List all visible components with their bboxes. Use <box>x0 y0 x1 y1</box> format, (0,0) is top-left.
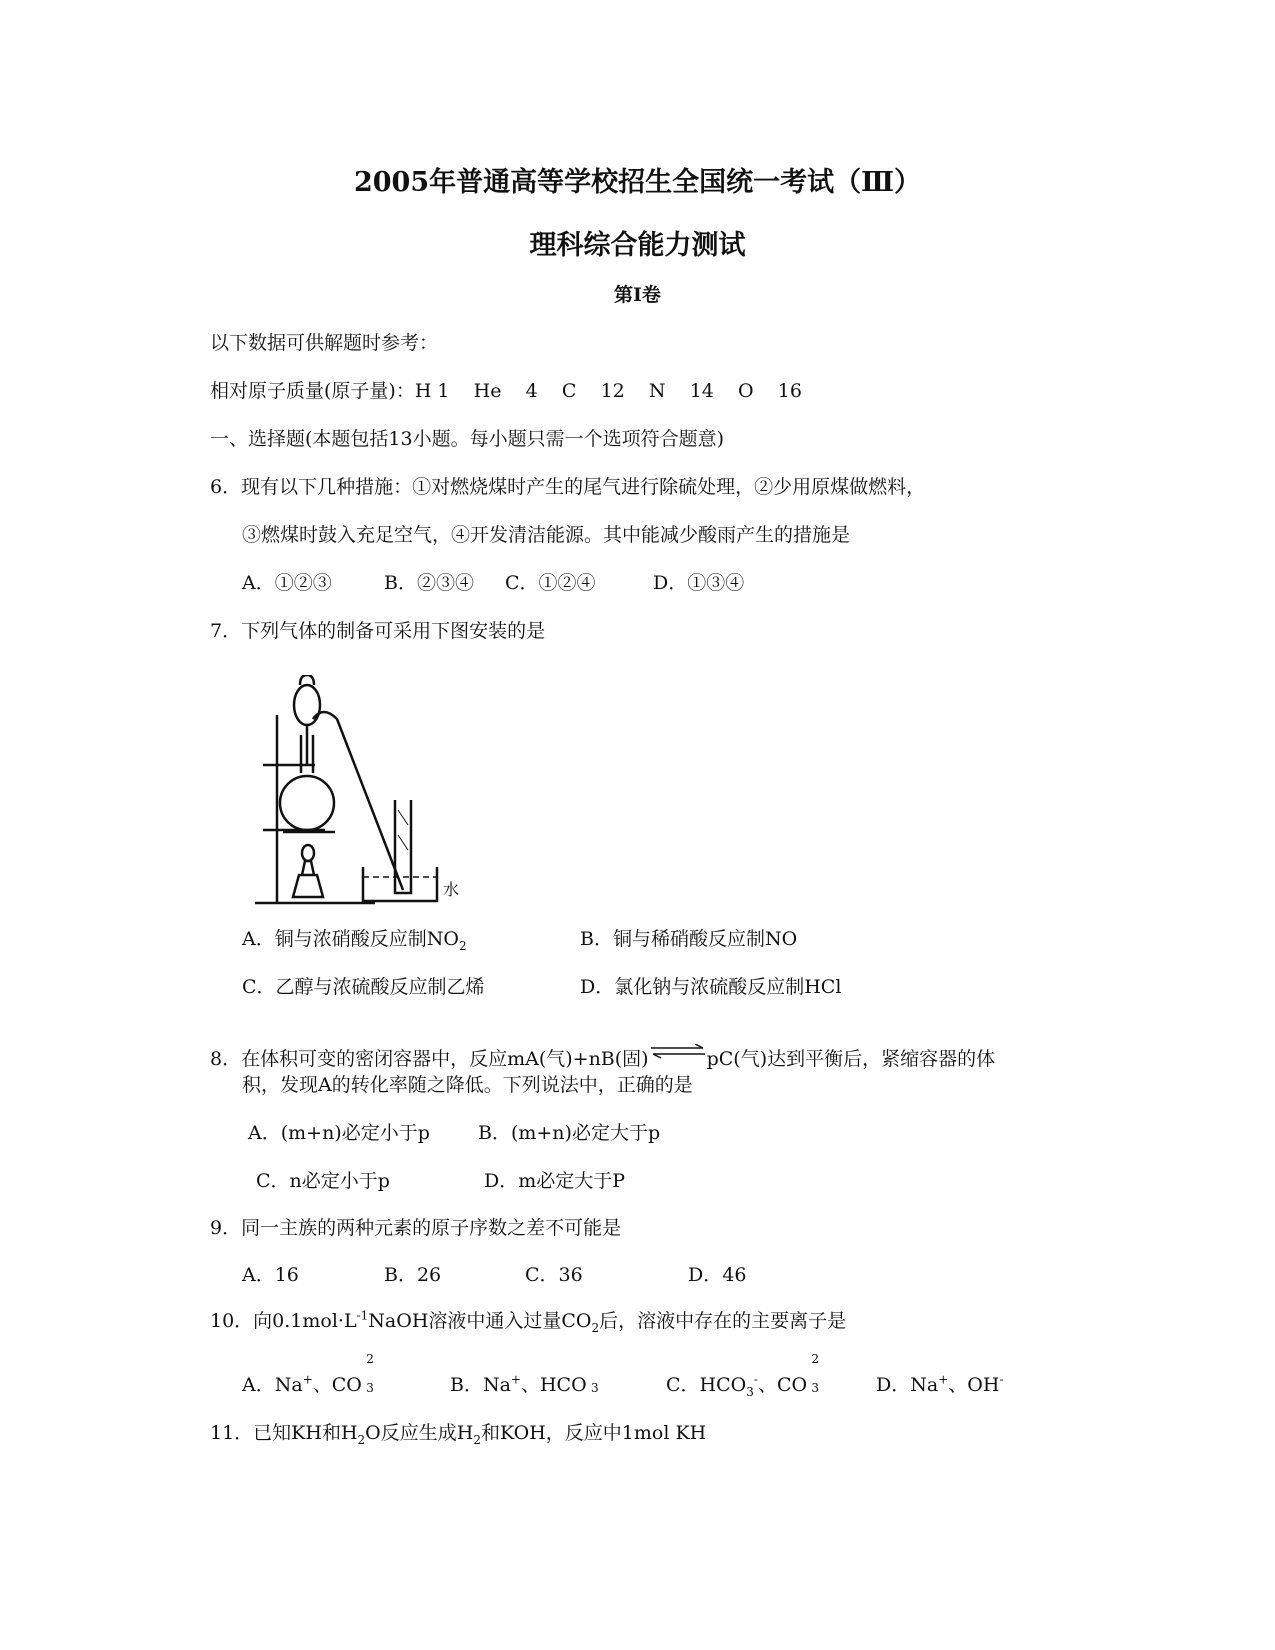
atomic-masses: 相对原子质量(原子量)：H 1 He 4 C 12 N 14 O 16 <box>210 380 802 402</box>
q7-option-a <box>242 924 467 953</box>
q9-option-c: C．36 <box>525 1264 583 1286</box>
water-label: 水 <box>443 880 460 899</box>
q7-option-a-subscript: 2 <box>458 938 467 953</box>
q11-stem-part3: 和KOH，反应中1mol KH <box>480 1422 707 1444</box>
q7-option-b: B．铜与稀硝酸反应制NO <box>580 928 798 950</box>
q10-stem-sub: 2 <box>591 1320 600 1335</box>
q7-option-d: D．氯化钠与浓硫酸反应制HCl <box>580 976 842 998</box>
q7-stem: 7．下列气体的制备可采用下图安装的是 <box>210 620 546 642</box>
q8-stem-line2: 积，发现A的转化率随之降低。下列说法中，正确的是 <box>242 1074 693 1096</box>
q11-stem <box>210 1418 706 1447</box>
q10-stem-part3: 后，溶液中存在的主要离子是 <box>599 1310 847 1332</box>
separatory-funnel <box>294 685 320 725</box>
q10-b-prefix: B．Na <box>450 1374 511 1396</box>
q9-option-d: D．46 <box>688 1264 747 1286</box>
q6-option-b: B．②③④ <box>384 572 474 594</box>
q10-b-bicarbonate <box>520 1370 599 1397</box>
q11-sub2: 2 <box>473 1432 481 1447</box>
q7-option-a-text: A．铜与浓硝酸反应制NO <box>242 928 459 950</box>
q10-b-mid: 、HCO <box>520 1374 587 1396</box>
round-bottom-flask <box>280 776 334 830</box>
q10-stem <box>210 1306 846 1335</box>
q9-option-b: B．26 <box>384 1264 442 1286</box>
q10-a-superscript: 2 <box>366 1352 374 1366</box>
q6-option-c: C．①②④ <box>505 572 596 594</box>
q10-option-c <box>666 1352 820 1399</box>
q7-option-c: C．乙醇与浓硫酸反应制乙烯 <box>242 976 485 998</box>
q11-sub1: 2 <box>357 1432 366 1447</box>
volume-label: 第Ⅰ卷 <box>614 284 661 306</box>
q10-stem-part1: 10．向0.1mol·L <box>210 1310 357 1332</box>
q8-option-b: B．(m+n)必定大于p <box>478 1122 661 1144</box>
q11-stem-part2: O反应生成H <box>365 1422 474 1444</box>
q10-option-d <box>876 1370 1003 1397</box>
q10-c-superscript: 2 <box>811 1352 820 1366</box>
q6-option-a: A．①②③ <box>242 572 332 594</box>
equilibrium-arrow-icon <box>649 1044 707 1060</box>
q11-stem-part1: 11．已知KH和H <box>210 1422 358 1444</box>
q8-stem-part2: pC(气)达到平衡后，紧缩容器的体 <box>706 1048 996 1070</box>
q6-stem-line2: ③燃煤时鼓入充足空气，④开发清洁能源。其中能减少酸雨产生的措施是 <box>242 524 851 546</box>
section-heading: 一、选择题(本题包括13小题。每小题只需一个选项符合题意) <box>210 428 725 450</box>
q8-option-c: C．n必定小于p <box>256 1170 390 1192</box>
delivery-tube <box>313 712 403 890</box>
q8-stem-part1: 8．在体积可变的密闭容器中，反应mA(气)+nB(固) <box>210 1048 649 1070</box>
q8-option-a: A．(m+n)必定小于p <box>248 1122 430 1144</box>
exam-subtitle: 理科综合能力测试 <box>529 230 746 261</box>
q9-option-a: A．16 <box>242 1264 299 1286</box>
q8-option-d: D．m必定大于P <box>484 1170 626 1192</box>
q10-c-prefix: C．HCO <box>666 1374 747 1396</box>
q10-a-charge: + <box>302 1372 313 1387</box>
q10-a-carbonate <box>312 1352 374 1397</box>
q10-c-sub2: 3 <box>811 1381 820 1395</box>
q10-c-charge: - <box>753 1372 758 1387</box>
q10-a-prefix: A．Na <box>242 1374 303 1396</box>
q10-stem-part2: NaOH溶液中通入过量CO <box>368 1310 592 1332</box>
gas-generation-apparatus-diagram <box>255 675 475 915</box>
q10-b-subscript: 3 <box>591 1381 599 1395</box>
q6-stem-line1: 6．现有以下几种措施：①对燃烧煤时产生的尾气进行除硫处理，②少用原煤做燃料， <box>210 476 926 498</box>
q10-d-mid: 、OH <box>948 1374 1000 1396</box>
q10-a-mid: 、CO <box>312 1374 362 1396</box>
q10-option-b <box>450 1370 599 1397</box>
q6-option-d: D．①③④ <box>653 572 745 594</box>
funnel-stopper <box>300 675 314 685</box>
collecting-tube <box>395 800 411 893</box>
q10-d-prefix: D．Na <box>876 1374 939 1396</box>
q10-stem-sup: -1 <box>356 1308 369 1323</box>
q10-c-carbonate <box>757 1352 820 1397</box>
q10-option-a <box>242 1352 374 1397</box>
reference-intro: 以下数据可供解题时参考： <box>210 332 439 354</box>
exam-title: 2005年普通高等学校招生全国统一考试（Ⅲ） <box>353 167 922 198</box>
q8-stem-line1 <box>210 1044 995 1071</box>
q10-d-charge: + <box>938 1372 949 1387</box>
q9-stem: 9．同一主族的两种元素的原子序数之差不可能是 <box>210 1217 622 1239</box>
q10-d-minus: - <box>999 1372 1004 1387</box>
q10-b-charge: + <box>510 1372 521 1387</box>
q10-c-subscript: 3 <box>746 1384 754 1399</box>
alcohol-lamp <box>293 875 323 897</box>
q10-a-subscript: 3 <box>366 1381 374 1395</box>
q10-c-mid: 、CO <box>757 1374 808 1396</box>
